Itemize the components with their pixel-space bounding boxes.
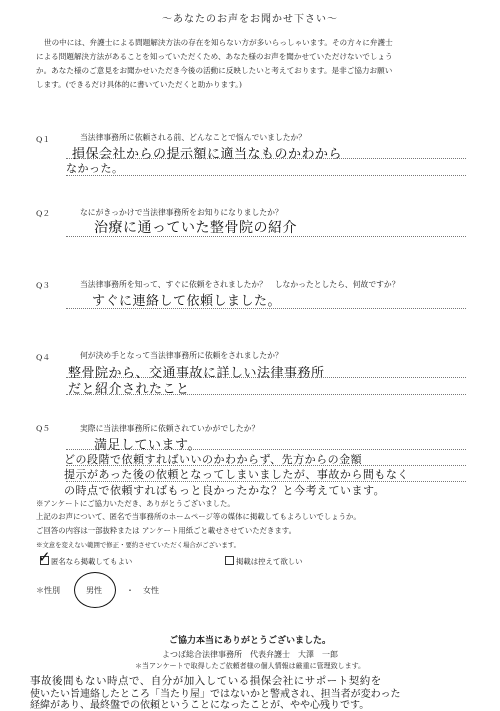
q1-answer-line: 損保会社からの提示額に適当なものかわから [72, 147, 343, 162]
q1-question: 当法律事務所に依頼される前、どんなことで悩んでいましたか？ [80, 133, 307, 142]
thanks-heading: ご協力本当にありがとうございました。 [168, 636, 331, 646]
answer-rule [66, 377, 466, 378]
intro-line: します。(できるだけ具体的に書いていただくと助かります。) [36, 80, 242, 89]
q3-answer-line: すぐに連絡して依頼しました。 [92, 294, 282, 309]
q5-answer-line: どの段階で依頼すればいいのかわからず、先方からの金額 [64, 453, 363, 466]
bottom-comment-line: 事故後間もない時点で、自分が加入している損保会社にサポート契約を [30, 675, 382, 687]
q5-answer-line: 満足しています。 [94, 438, 201, 453]
privacy-note: ＊当アンケートで取得したご依頼者様の個人情報は厳重に管理致します。 [134, 662, 366, 670]
answer-rule [66, 449, 466, 450]
q5-answer-line: の時点で依頼すればもっと良かったかな？と今考えています。 [64, 484, 386, 497]
publish-scope: ご回答の内容は一部抜粋または アンケート用紙ごと載せさせていただきます。 [36, 526, 296, 535]
q1-number: Q１ [36, 135, 51, 144]
q4-question: 何が決め手となって当法律事務所に依頼をされましたか？ [80, 351, 283, 360]
opt-anonymous[interactable] [40, 556, 132, 567]
checkbox-decline[interactable] [225, 556, 234, 565]
answer-rule [66, 465, 466, 466]
intro-line: 世の中には、弁護士による問題解決方法の存在を知らない方が多いらっしゃいます。その方々に弁護士 [44, 38, 393, 47]
answer-rule [66, 481, 466, 482]
q5-question: 実際に当法律事務所に依頼されていかがでしたか？ [80, 424, 260, 433]
q4-answer-line: 整骨院から、交通事故に詳しい法律事務所 [68, 366, 325, 381]
gender-female[interactable]: 女性 [143, 586, 159, 595]
q5-answer-line: 提示があった後の依頼となってしまいましたが、事故から間もなく [64, 468, 409, 481]
q2-number: Q２ [36, 209, 51, 218]
answer-rule [66, 175, 466, 176]
answer-rule [66, 158, 466, 159]
thanks-note: ※アンケートにご協力いただき、ありがとうございました。 [36, 499, 235, 508]
gender-label: ＊性別 [36, 586, 60, 595]
answer-rule [66, 236, 466, 237]
edit-disclaimer: ※文意を変えない範囲で修正・要約させていただく場合がございます。 [36, 541, 240, 549]
q5-number: Q５ [36, 424, 51, 433]
answer-rule [66, 394, 466, 395]
answer-rule [66, 308, 466, 309]
intro-line: か。あなた様のご意見をお聞かせいただき今後の活動に反映したいと考えております。是非ご協力お願い [36, 66, 393, 75]
opt-decline[interactable] [225, 556, 303, 567]
bottom-comment-line: 使いたい旨連絡したところ「当たり屋」ではないかと警戒され、担当者が変わった [30, 689, 401, 700]
gender-separator: ・ [126, 586, 134, 595]
q2-answer-line: 治療に通っていた整骨院の紹介 [94, 220, 297, 236]
bottom-comment-line: 経緯があり、最終盤での依頼ということになったことが、やや心残りです。 [30, 700, 370, 711]
q4-answer-line: だと紹介されたこと [68, 382, 190, 397]
q1-answer-line: なかった。 [66, 162, 124, 175]
publish-question: 上記のお声について、匿名で当事務所のホームページ等の媒体に掲載してもよろしいでしょうか。 [36, 512, 361, 521]
gender-male[interactable]: 男性 [86, 586, 102, 595]
q2-question: なにがきっかけで当法律事務所をお知りになりましたか？ [80, 208, 283, 217]
firm-signature: よつば総合法律事務所 代表弁護士 大澤 一郎 [162, 650, 338, 659]
intro-line: による問題解決方法があることを知っていただくため、あなた様のお声を聞かせていただけないでしょう [36, 52, 393, 61]
page-title: 〜あなたのお声をお聞かせ下さい〜 [162, 14, 338, 25]
check-mark-icon: ✓ [38, 548, 52, 566]
opt-anonymous-label: 匿名なら掲載してもよい [51, 557, 133, 566]
intro-paragraph [36, 36, 468, 92]
q3-question: 当法律事務所を知って、すぐに依頼をされましたか？ しなかったとしたら、何故ですか？ [80, 280, 400, 289]
q3-number: Q３ [36, 281, 51, 290]
q4-number: Q４ [36, 353, 51, 362]
opt-decline-label: 掲載は控えて欲しい [236, 557, 303, 566]
